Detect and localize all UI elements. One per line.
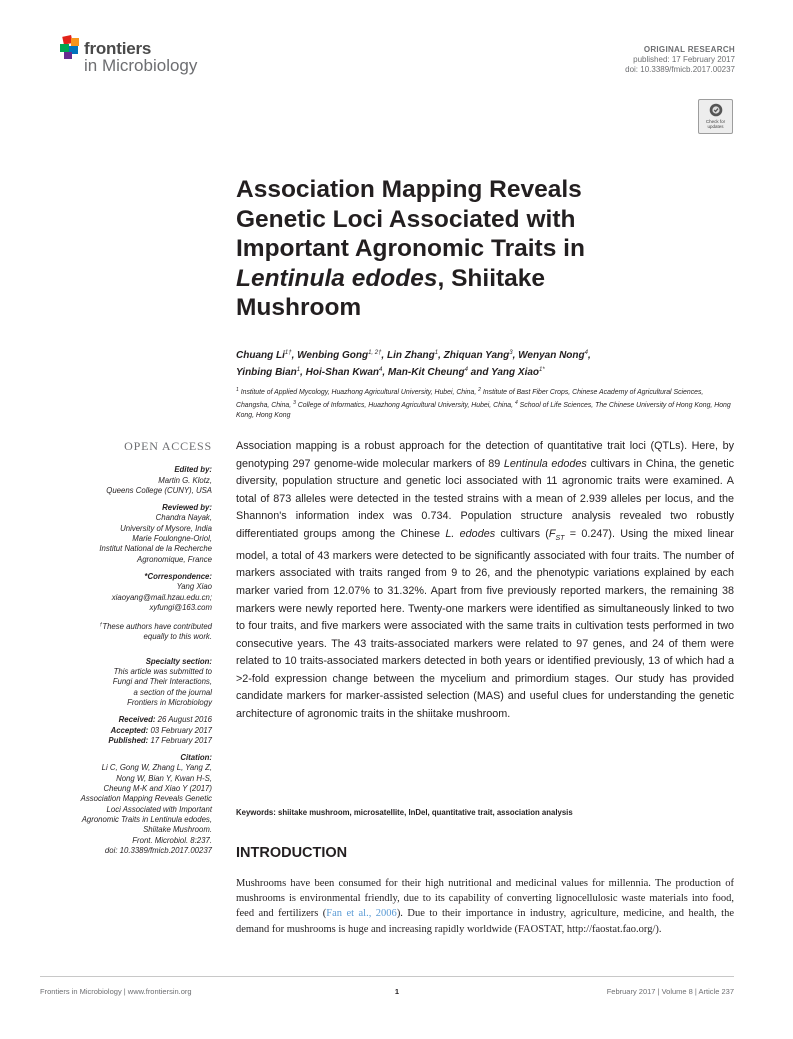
title-line: Important Agronomic Traits in <box>236 235 585 262</box>
article-sidebar <box>40 441 212 856</box>
open-access-label: OPEN ACCESS <box>124 439 212 453</box>
title-line: Association Mapping Reveals <box>236 176 582 203</box>
article-type: ORIGINAL RESEARCH <box>643 45 735 54</box>
author[interactable]: Yang Xiao$^{1*}$ <box>491 367 545 378</box>
editor-line: Queens College (CUNY), USA <box>106 485 212 495</box>
affiliations: $^1$ Institute of Applied Mycology, Huazhong Agricultural University, Hubei, China, $^2$ Institute of Bast Fiber Crops, Chinese Academy of Agricultural Sciences, Changsha, China, $^3$ College of Informatics, Huazhong Agricultural University, Hubei, China, $^4$ School of Life Sciences, The Chinese University of Hong Kong, Hong Kong, Hong Kong <box>236 387 731 419</box>
section-heading-introduction: INTRODUCTION <box>236 845 348 861</box>
title-line-rest: , Shiitake <box>437 264 546 292</box>
journal-name: in Microbiology <box>84 56 198 75</box>
article-title <box>236 175 716 323</box>
author[interactable]: Man-Kit Cheung$^4$ <box>387 367 468 378</box>
reviewer-line: University of Mysore, India <box>120 523 212 533</box>
article-meta <box>475 45 735 75</box>
journal-brand: frontiers <box>84 39 152 58</box>
page-number: 1 <box>394 987 400 996</box>
frontiers-logo-icon <box>58 34 82 60</box>
published-date: published: 17 February 2017 <box>633 55 735 64</box>
keywords: Keywords: shiitake mushroom, microsatellite, InDel, quantitative trait, association analysis <box>236 808 573 817</box>
reviewer-line: Institut National de la Recherche <box>99 544 212 554</box>
reviewer-line: Agronomique, France <box>137 554 212 564</box>
author[interactable]: Zhiquan Yang$^3$ <box>443 350 513 361</box>
species-name: Lentinula edodes <box>503 457 587 470</box>
accepted-date: Accepted: 03 February 2017 <box>110 725 212 735</box>
received-date: Received: 26 August 2016 <box>118 715 212 725</box>
equal-contribution-note: †These authors have contributed <box>99 622 212 632</box>
title-line: Genetic Loci Associated with <box>236 205 576 233</box>
citation-line: Nong W, Bian Y, Kwan H-S, <box>116 773 212 783</box>
fst-symbol: $F_{ST}$ <box>548 527 565 543</box>
abstract: Association mapping is a robust approach for the detection of quantitative trait loci (QTLs). Here, by genotyping 297 genome-wide molecular markers of 89 Lentinula edodes cultivars in China, the genetic diversity, population structure and genetic loci associated with 11 agronomic traits were examined. A total of 873 alleles were detected in the tested strains with a mean of 2.939 alleles per locus, and the Shannon's information index was 0.734. Population structure analysis revealed two robustly differentiated groups among the Chinese L. edodes cultivars $(F_{ST} = 0.247)$. Using the mixed linear model, a total of 43 markers were detected to be significantly associated with four traits. The number of markers associated with traits ranged from 9 to 26, and the phenotypic variations explained by each marker varied from 12.07% to 31.32%. Apart from five previously reported markers, the remaining 38 markers were newly reported here. Twenty-one markers were identified as simultaneously linked to two to four traits, and five markers were associated with the same traits in cultivation tests performed in two consecutive years. The 43 traits-associated markers were related to 97 genes, and 24 of them were related to 10 traits-associated markers detected in both years or identified previously, 13 of which had a >2-fold expression change between the mycelium and primordium stages. Our study has provided candidate markers for marker-assisted selection (MAS) and useful clues for understanding the genetic architecture of agronomic traits in the shiitake mushroom. <box>236 440 735 721</box>
citation-link[interactable]: Fan et al., 2006 <box>326 908 397 920</box>
title-line <box>236 264 716 294</box>
footer-divider <box>40 976 734 977</box>
doi-link[interactable]: doi: 10.3389/fmicb.2017.00237 <box>625 65 735 74</box>
published-date-sidebar: Published: 17 February 2017 <box>108 735 212 745</box>
specialty-line: Fungi and Their Interactions, <box>112 677 212 687</box>
citation-line: Cheung M-K and Xiao Y (2017) <box>103 784 212 794</box>
journal-logo <box>58 34 233 84</box>
specialty-line: a section of the journal <box>133 687 212 697</box>
check-updates-label: Check for updates <box>705 119 726 129</box>
citation-heading: Citation: <box>180 753 212 763</box>
citation-line: Agronomic Traits in Lentinula edodes, <box>81 814 212 824</box>
author[interactable]: Wenyan Nong$^4$ <box>518 350 588 361</box>
editor-line: Martin G. Klotz, <box>158 475 212 485</box>
citation-line: Shiitake Mushroom. <box>143 825 212 835</box>
author-list: Chuang $Li^{1\dagger}$, Wenbing Gong$^{1, 2\dagger}$, Lin Zhang$^1$, Zhiquan Yang$^3$, Wenyan Nong$^4$, Yinbing Bian$^1$, Hoi-Shan Kwan$^4$, Man-Kit Cheung$^4$ and Yang Xiao$^{1*}$ <box>236 350 591 378</box>
correspondence-email[interactable]: xyfungi@163.com <box>149 602 212 612</box>
title-line: Mushroom <box>236 294 362 321</box>
affiliation: Institute of Bast Fiber Crops, Chinese Academy of Agricultural Sciences, Changsha, China, <box>236 389 704 409</box>
author[interactable]: Wenbing Gong$^{1, 2\dagger}$ <box>297 350 382 361</box>
author[interactable]: Chuang $Li^{1\dagger}$ <box>236 350 292 361</box>
reviewed-by-heading: Reviewed by: <box>162 503 212 513</box>
correspondence-name: Yang Xiao <box>176 582 212 592</box>
check-for-updates-button[interactable] <box>698 99 733 134</box>
species-name: L. edodes <box>445 527 496 540</box>
specialty-line: This article was submitted to <box>113 667 212 677</box>
equal-contribution-note: equally to this work. <box>143 632 212 642</box>
footer-issue: February 2017 | Volume 8 | Article 237 <box>606 987 734 996</box>
footer-journal[interactable]: Frontiers in Microbiology | www.frontiersin.org <box>40 987 192 996</box>
author[interactable]: Hoi-Shan Kwan$^4$ <box>305 367 383 378</box>
correspondence-email[interactable]: xiaoyang@mail.hzau.edu.cn; <box>111 592 212 602</box>
reviewer-line: Marie Foulongne-Oriol, <box>132 534 212 544</box>
citation-line: Loci Associated with Important <box>106 804 212 814</box>
introduction-paragraph: Mushrooms have been consumed for their high nutritional and medicinal values for millennia. The production of mushrooms is environmental friendly, due to its capability of converting lignocellulosic waste materials into food, feed and fertilizers (Fan et al., 2006). Due to their importance in industry, agriculture, medicine, and health, the demand for mushrooms is huge and increasing rapidly worldwide (FAOSTAT, http://faostat.fao.org/). <box>236 878 735 935</box>
reviewer-line: Chandra Nayak, <box>155 513 212 523</box>
citation-doi[interactable]: doi: 10.3389/fmicb.2017.00237 <box>104 845 212 855</box>
correspondence-heading: *Correspondence: <box>144 571 212 581</box>
specialty-heading: Specialty section: <box>145 656 212 666</box>
citation-line: Association Mapping Reveals Genetic <box>80 794 212 804</box>
specialty-line: Frontiers in Microbiology <box>127 697 212 707</box>
affiliation: College of Informatics, Huazhong Agricultural University, Hubei, China, <box>297 402 514 409</box>
citation-line: Li C, Gong W, Zhang L, Yang Z, <box>101 763 212 773</box>
check-updates-icon <box>709 103 723 117</box>
affiliation: Institute of Applied Mycology, Huazhong Agricultural University, Hubei, China, <box>240 389 477 396</box>
affiliation: School of Life Sciences, The Chinese University of Hong Kong, Hong Kong, Hong Kong <box>236 402 731 419</box>
author[interactable]: Lin Zhang$^1$ <box>386 350 439 361</box>
citation-line: Front. Microbiol. 8:237. <box>132 835 212 845</box>
edited-by-heading: Edited by: <box>174 465 212 475</box>
title-species: Lentinula edodes <box>236 264 438 292</box>
author[interactable]: Yinbing Bian$^1$ <box>236 367 301 378</box>
